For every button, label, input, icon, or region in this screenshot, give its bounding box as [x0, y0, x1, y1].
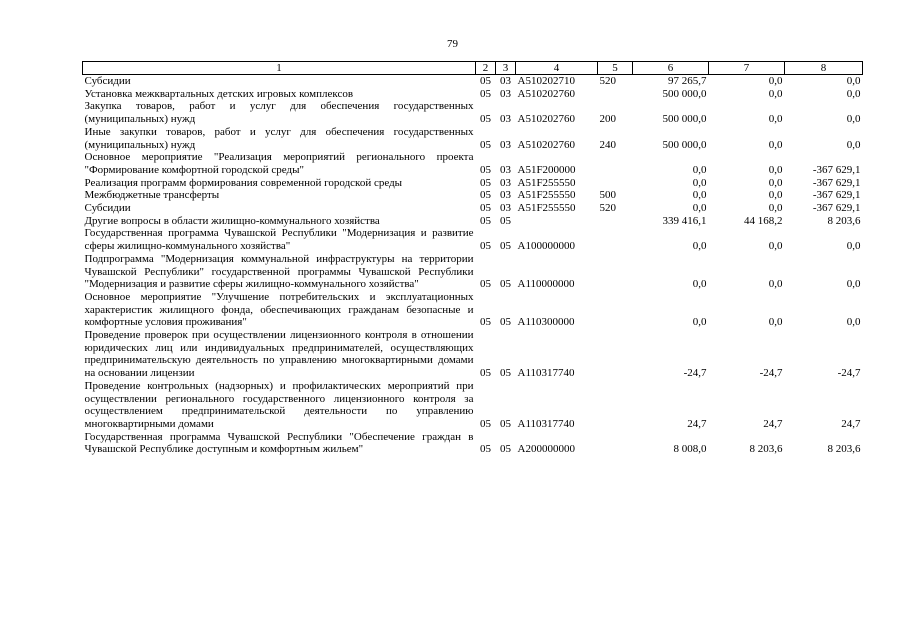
- subsection-code-cell: 03: [500, 138, 511, 151]
- table-row: [83, 202, 863, 215]
- target-article-cell: А110317740: [517, 367, 575, 380]
- amount-col6-cell: 500 000,0: [662, 113, 707, 126]
- expense-type-cell: [598, 151, 633, 176]
- section-code-cell: 05: [480, 316, 491, 329]
- expense-type-cell: [598, 380, 633, 431]
- amount-col8-cell: 0,0: [846, 113, 861, 126]
- amount-col8-cell: -24,7: [837, 367, 861, 380]
- section-code-cell: 05: [480, 443, 491, 456]
- row-name-cell: Межбюджетные трансферты: [84, 189, 220, 202]
- table-row: [83, 151, 863, 176]
- amount-col8-cell: 0,0: [846, 138, 861, 151]
- amount-col6-cell: 0,0: [692, 278, 707, 291]
- page-number: 79: [447, 38, 458, 50]
- amount-col8-cell: -367 629,1: [812, 163, 861, 176]
- target-article-cell: А200000000: [517, 443, 575, 456]
- subsection-code-cell: 05: [500, 367, 511, 380]
- amount-col7-cell: 0,0: [768, 278, 783, 291]
- amount-col7-cell: 0,0: [768, 189, 783, 202]
- amount-col8-cell: 0,0: [846, 278, 861, 291]
- table-row: [83, 291, 863, 329]
- expense-type-cell: 500: [599, 189, 616, 202]
- amount-col6-cell: 339 416,1: [662, 214, 707, 227]
- budget-table: [82, 61, 863, 456]
- section-code-cell: 05: [480, 189, 491, 202]
- amount-col7-cell: -24,7: [759, 367, 783, 380]
- target-article-cell: А110000000: [517, 278, 575, 291]
- subsection-code-cell: 03: [500, 113, 511, 126]
- subsection-code-cell: 03: [500, 176, 511, 189]
- section-code-cell: 05: [480, 240, 491, 253]
- section-code-cell: 05: [480, 367, 491, 380]
- row-name-cell: Государственная программа Чувашской Республики "Модернизация и развитие сферы жилищно-коммунального хозяйства": [84, 227, 474, 253]
- subsection-code-cell: 03: [500, 87, 511, 100]
- subsection-code-cell: 05: [500, 316, 511, 329]
- table-row: [83, 215, 863, 228]
- amount-col8-cell: 0,0: [846, 87, 861, 100]
- section-code-cell: 05: [480, 138, 491, 151]
- section-code-cell: 05: [480, 202, 491, 215]
- amount-col7-cell: 44 168,2: [744, 214, 783, 227]
- target-article-cell: А110317740: [517, 417, 575, 430]
- section-code-cell: 05: [480, 87, 491, 100]
- row-name-cell: Субсидии: [84, 75, 131, 87]
- amount-col7-cell: 0,0: [768, 113, 783, 126]
- amount-col6-cell: 0,0: [692, 202, 707, 215]
- subsection-code-cell: 03: [500, 75, 511, 87]
- table-row: [83, 100, 863, 125]
- target-article-cell: А51F255550: [517, 176, 576, 189]
- table-row: [83, 227, 863, 252]
- amount-col7-cell: 0,0: [768, 176, 783, 189]
- row-name-cell: Проведение проверок при осуществлении лицензионного контроля в отношении юридических лиц или индивидуальных предпринимателей, осуществляющих предпринимательскую деятельность по управлению многоквартирными домами на основании лицензии: [84, 329, 474, 380]
- table-row: [83, 189, 863, 202]
- target-article-cell: А51F255550: [517, 202, 576, 215]
- row-name-cell: Иные закупки товаров, работ и услуг для обеспечения государственных (муниципальных) нужд: [84, 125, 474, 151]
- section-code-cell: 05: [480, 176, 491, 189]
- amount-col7-cell: 0,0: [768, 75, 783, 87]
- subsection-code-cell: 03: [500, 189, 511, 202]
- amount-col6-cell: 500 000,0: [662, 138, 707, 151]
- column-header: 4: [516, 62, 598, 75]
- row-name-cell: Основное мероприятие "Улучшение потребительских и эксплуатационных характеристик жилищного фонда, обеспечивающих гражданам безопасные и комфортные условия проживания": [84, 290, 474, 329]
- amount-col6-cell: 500 000,0: [662, 87, 707, 100]
- amount-col8-cell: 0,0: [846, 316, 861, 329]
- expense-type-cell: 520: [599, 75, 616, 87]
- target-article-cell: А510202760: [517, 138, 575, 151]
- column-header: 5: [598, 62, 633, 75]
- amount-col7-cell: 24,7: [763, 417, 783, 430]
- target-article-cell: А51F255550: [517, 189, 576, 202]
- section-code-cell: 05: [480, 278, 491, 291]
- subsection-code-cell: 05: [500, 443, 511, 456]
- table-row: [83, 431, 863, 456]
- amount-col7-cell: 0,0: [768, 138, 783, 151]
- amount-col6-cell: 0,0: [692, 163, 707, 176]
- expense-type-cell: 240: [599, 138, 616, 151]
- amount-col7-cell: 0,0: [768, 240, 783, 253]
- section-code-cell: 05: [480, 417, 491, 430]
- expense-type-cell: [598, 227, 633, 252]
- expense-type-cell: 200: [599, 113, 616, 126]
- subsection-code-cell: 05: [500, 240, 511, 253]
- amount-col6-cell: 24,7: [687, 417, 707, 430]
- table-header-row: [83, 62, 863, 75]
- amount-col6-cell: -24,7: [683, 367, 707, 380]
- row-name-cell: Реализация программ формирования современной городской среды: [84, 176, 403, 189]
- amount-col8-cell: -367 629,1: [812, 202, 861, 215]
- target-article-cell: А110300000: [517, 316, 575, 329]
- row-name-cell: Подпрограмма "Модернизация коммунальной инфраструктуры на территории Чувашской Республики" государственной программы Чувашской Республики "Модернизация и развитие сферы жилищно-коммунального хозяйства": [84, 252, 474, 291]
- expense-type-cell: [598, 291, 633, 329]
- target-article-cell: А510202710: [517, 75, 575, 87]
- section-code-cell: 05: [480, 75, 491, 87]
- expense-type-cell: [598, 88, 633, 101]
- section-code-cell: 05: [480, 163, 491, 176]
- amount-col6-cell: 0,0: [692, 176, 707, 189]
- table-row: [83, 253, 863, 291]
- amount-col6-cell: 8 008,0: [673, 443, 707, 456]
- column-header: 6: [633, 62, 709, 75]
- amount-col8-cell: 24,7: [841, 417, 861, 430]
- column-header: 1: [83, 62, 476, 75]
- column-header: 7: [709, 62, 785, 75]
- row-name-cell: Основное мероприятие "Реализация мероприятий регионального проекта "Формирование комфортной городской среды": [84, 151, 474, 176]
- amount-col6-cell: 97 265,7: [668, 75, 707, 87]
- row-name-cell: Закупка товаров, работ и услуг для обеспечения государственных (муниципальных) нужд: [84, 100, 474, 126]
- row-name-cell: Субсидии: [84, 202, 131, 215]
- amount-col8-cell: 0,0: [846, 75, 861, 87]
- table-row: [83, 177, 863, 190]
- section-code-cell: 05: [480, 113, 491, 126]
- row-name-cell: Установка межквартальных детских игровых комплексов: [84, 87, 354, 100]
- table-row: [83, 88, 863, 101]
- amount-col7-cell: 0,0: [768, 87, 783, 100]
- target-article-cell: [516, 215, 598, 228]
- subsection-code-cell: 05: [500, 278, 511, 291]
- amount-col6-cell: 0,0: [692, 189, 707, 202]
- amount-col8-cell: -367 629,1: [812, 176, 861, 189]
- column-header: 3: [496, 62, 516, 75]
- amount-col8-cell: 8 203,6: [827, 443, 861, 456]
- table-row: [83, 126, 863, 151]
- amount-col6-cell: 0,0: [692, 240, 707, 253]
- target-article-cell: А100000000: [517, 240, 575, 253]
- table-row: [83, 75, 863, 88]
- section-code-cell: 05: [480, 214, 491, 227]
- row-name-cell: Государственная программа Чувашской Республики "Обеспечение граждан в Чувашской Республике доступным и комфортным жильем": [84, 430, 474, 456]
- column-header: 8: [785, 62, 863, 75]
- target-article-cell: А51F200000: [517, 163, 576, 176]
- expense-type-cell: [598, 253, 633, 291]
- subsection-code-cell: 05: [500, 214, 511, 227]
- amount-col8-cell: 0,0: [846, 240, 861, 253]
- subsection-code-cell: 03: [500, 163, 511, 176]
- amount-col7-cell: 8 203,6: [749, 443, 783, 456]
- target-article-cell: А510202760: [517, 87, 575, 100]
- amount-col8-cell: 8 203,6: [827, 214, 861, 227]
- table-row: [83, 380, 863, 431]
- amount-col7-cell: 0,0: [768, 163, 783, 176]
- amount-col8-cell: -367 629,1: [812, 189, 861, 202]
- amount-col6-cell: 0,0: [692, 316, 707, 329]
- row-name-cell: Проведение контрольных (надзорных) и профилактических мероприятий при осуществлении регионального государственного лицензионного контроля за осуществлением предпринимательской деятельности по управлению многоквартирными домами: [84, 379, 474, 430]
- target-article-cell: А510202760: [517, 113, 575, 126]
- expense-type-cell: [598, 431, 633, 456]
- column-header: 2: [476, 62, 496, 75]
- expense-type-cell: [598, 177, 633, 190]
- table-row: [83, 329, 863, 380]
- subsection-code-cell: 03: [500, 202, 511, 215]
- expense-type-cell: [598, 329, 633, 380]
- amount-col7-cell: 0,0: [768, 316, 783, 329]
- expense-type-cell: [598, 215, 633, 228]
- subsection-code-cell: 05: [500, 417, 511, 430]
- expense-type-cell: 520: [599, 202, 616, 215]
- row-name-cell: Другие вопросы в области жилищно-коммунального хозяйства: [84, 214, 380, 227]
- amount-col7-cell: 0,0: [768, 202, 783, 215]
